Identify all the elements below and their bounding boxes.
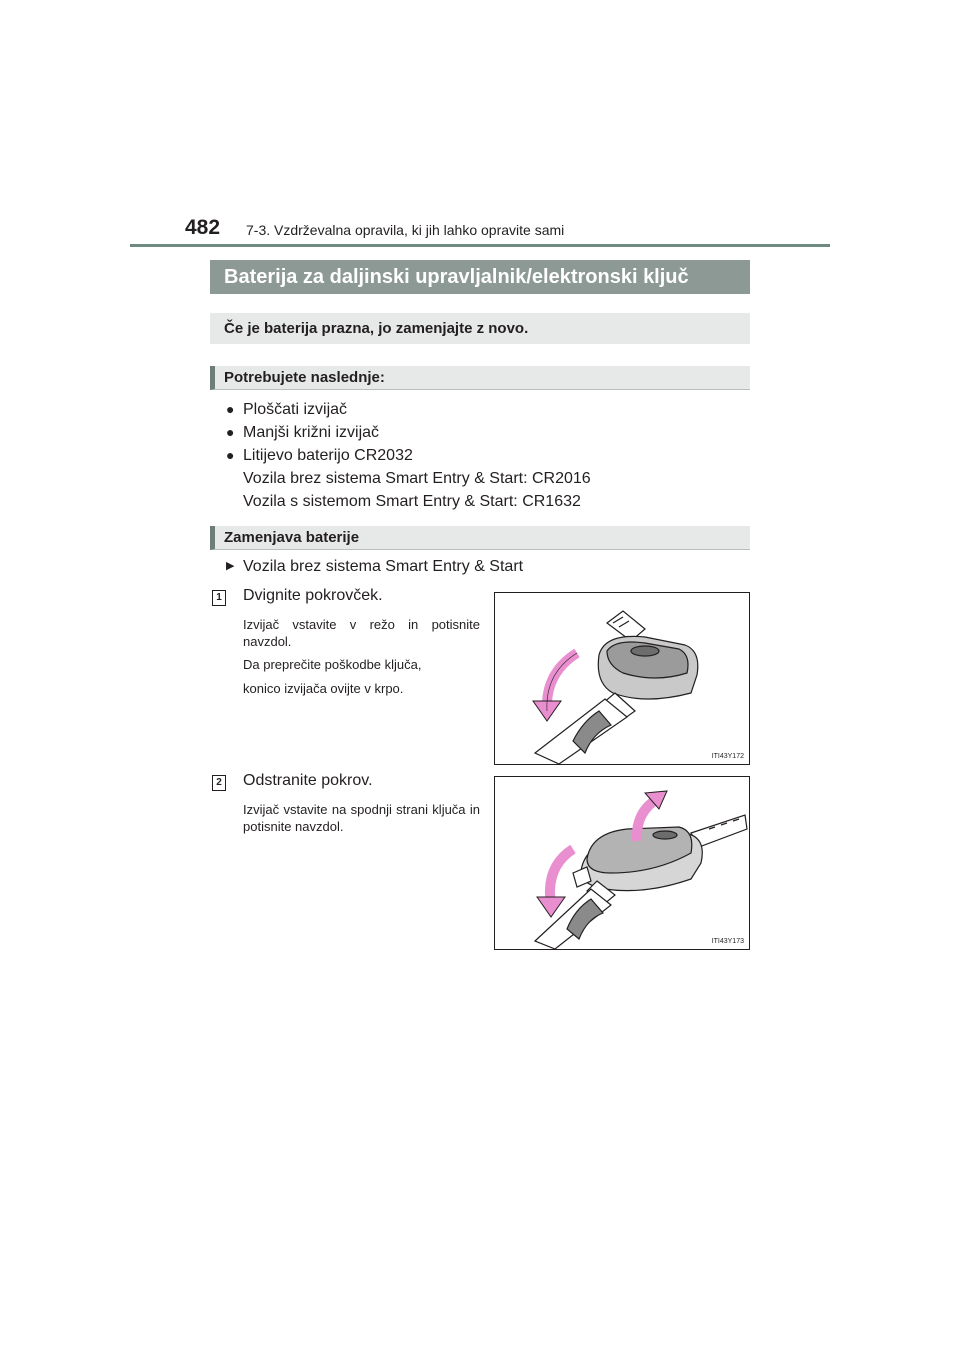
key-remove-illustration (495, 777, 749, 949)
key-lift-illustration (495, 593, 749, 764)
bullet-icon: ● (226, 424, 235, 440)
needs-list (226, 398, 591, 513)
triangle-right-icon: ▶ (226, 560, 235, 572)
battery-sub-1: Vozila brez sistema Smart Entry & Start: CR2016 (243, 470, 591, 487)
figure-remove-cover (494, 776, 750, 950)
figure-lift-cap (494, 592, 750, 765)
step-note-2: Izvijač vstavite na spodnji strani ključa in potisnite navzdol. (243, 802, 480, 834)
step-title-1: Dvignite pokrovček. (243, 587, 383, 604)
list-item: ● Litijevo baterijo CR2032 Vozila brez sistema Smart Entry & Start: CR2016 Vozila s sistemom Smart Entry & Start: CR1632 (226, 444, 591, 513)
replace-heading: Zamenjava baterije (210, 526, 750, 550)
header-rule (130, 244, 830, 247)
step-badge-1: 1 (212, 590, 226, 606)
page-number: 482 (185, 216, 221, 239)
step-badge-2: 2 (212, 775, 226, 791)
step-note-1a: Izvijač vstavite v režo in potisnite navzdol. (243, 617, 480, 649)
figure-code-2: ITI43Y173 (711, 938, 744, 945)
step-title-2: Odstranite pokrov. (243, 772, 373, 789)
figure-code-1: ITI43Y172 (711, 753, 744, 760)
list-item: ● Manjši križni izvijač (226, 421, 591, 444)
bullet-icon: ● (226, 447, 235, 463)
intro-bar: Če je baterija prazna, jo zamenjajte z novo. (210, 313, 750, 344)
step-note-1c: konico izvijača ovijte v krpo. (243, 681, 404, 696)
bullet-icon: ● (226, 401, 235, 417)
step-note-1b: Da preprečite poškodbe ključa, (243, 657, 422, 672)
needs-heading: Potrebujete naslednje: (210, 366, 750, 390)
variant-label: ▶ Vozila brez sistema Smart Entry & Start (226, 558, 524, 575)
list-item: ● Ploščati izvijač (226, 398, 591, 421)
chapter-title: 7-3. Vzdrževalna opravila, ki jih lahko opravite sami (246, 222, 565, 238)
section-title: Baterija za daljinski upravljalnik/elektronski ključ (210, 260, 750, 294)
battery-sub-2: Vozila s sistemom Smart Entry & Start: CR1632 (243, 493, 581, 510)
